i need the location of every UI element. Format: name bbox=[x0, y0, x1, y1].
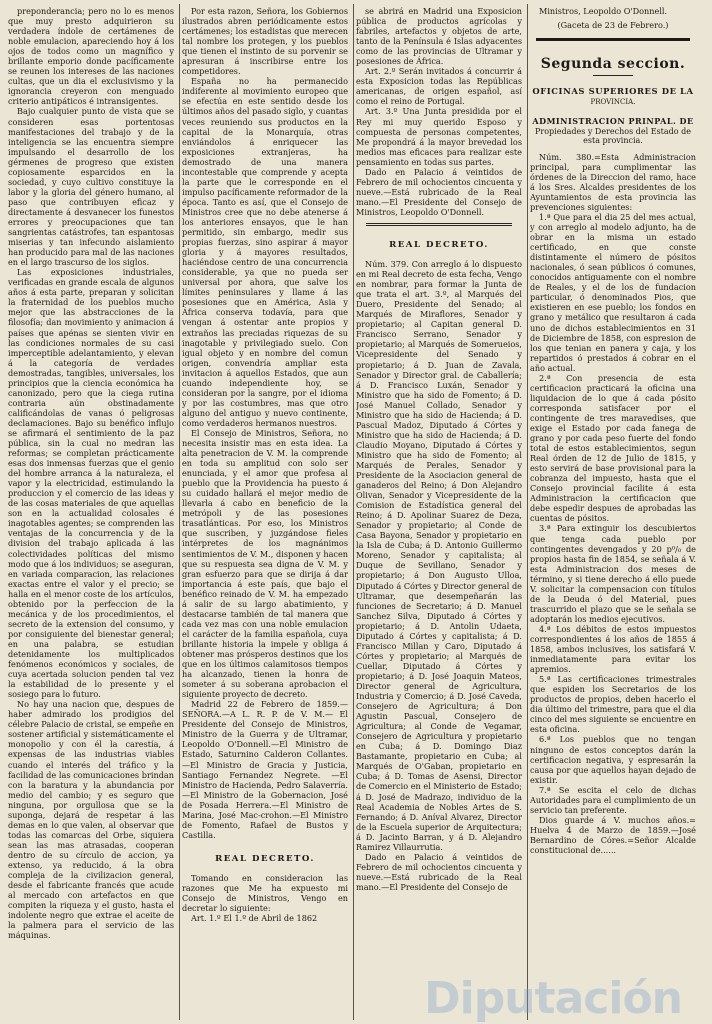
article: Art. 1.º El 1.º de Abril de 1862 bbox=[191, 913, 318, 924]
offices-heading: OFICINAS SUPERIORES DE LA bbox=[532, 86, 694, 97]
paragraph: Núm. 380.=Esta Administracion principal, para cumplimentar las órdenes de la Direccion del ramo, hace á los Sres. Alcaldes presidentes de los Ayuntamientos de esta provincia las prevenciones siguientes: bbox=[530, 151, 696, 212]
column-rule bbox=[179, 4, 180, 1020]
column-4 bbox=[530, 6, 696, 1020]
paragraph: Por esta razon, Señora, los Gobiernos ilustrados abren periódicamente estos certámenes; los estadistas que merecen tal nombre los protegen, y los pueblos que tienen el instinto de su porvenir se apresuran á inscribirse entre los competidores. bbox=[182, 6, 348, 77]
paragraph: Las exposiciones industriales, verificadas en grande escala de algunos años á esta parte, preparan y solicitan la fraternidad de los pueblos mucho mejor que las abstracciones de la filosofía; dan movimiento y animacion á países que apénas se sienten vivir en las condiciones normales de su casi imperceptible adelantamiento, y elevan á la categoría de verdades demostradas, tangibles, universales, los principios que la ciencia económica ha canonizado, pero que la ciega rutina contraria aún obstinadamente calificándolas de vanas ó peligrosas declamaciones. Bajo su benéfico influjo se afirmará el sentimiento de la paz pública, sin la cual no medran las reformas; se completan prácticamente esas dos inmensas fuerzas que el genio del hombre arranca á la naturaleza, el vapor y la electricidad, estimulando la produccion y el comercio de las ideas y de las cosas materiales de que aquellas son en la actualidad colosales é inagotables agentes; se comprenden las ventajas de la concurrencia y de la division del trabajo aplicada á las colectividades políticas del mismo modo que á los individuos; se aseguran, en variada comparacion, las relaciones exactas entre el valor y el precio; se halla en el menor coste de los artículos, obtenido por la perfeccion de la mecánica y de los procedimientos, el secreto de la extension del consumo, y por consiguiente del bienestar general; en una palabra, se estudian detenidamente los multiplicados fenómenos económicos y sociales, de cuya acertada solucion penden tal vez la estabilidad de lo presente y el sosiego para lo futuro. bbox=[8, 267, 174, 700]
divider bbox=[593, 75, 633, 76]
administration-heading bbox=[530, 117, 696, 146]
paragraph: 6.ª Los pueblos que no tengan ninguno de estos conceptos darán la certificacion negativa, y espresarán la causa por que aquellos hayan dejado de existir. bbox=[530, 734, 696, 785]
paragraph: Dado en Palacio á veintidos de Febrero de mil ochocientos cincuenta y nueve.—Está rubricado de la Real mano.—El Presidente del Consejo de bbox=[356, 851, 522, 892]
paragraph: 2.ª Con presencia de esta certificacion practicará la oficina una liquidacion de lo que á cada pósito corresponda satisfacer por el contingente de tres maravedises, que exige el Estado por cada fanega de grano y por cada peso fuerte del fondo total de estos establecimientos, segun Real órden de 12 de Julio de 1815, y esto servirá de base provisional para la cobranza del impuesto, hasta que el Consejo provincial facilite á esta Administracion la certificacion que debe espedir despues de aprobadas las cuentas de pósitos. bbox=[530, 372, 696, 524]
paragraph: Bajo cualquier punto de vista que se consideren esas portentosas manifestaciones del trabajo y de la inteligencia se las encuentra siempre impulsando el desarrollo de los gérmenes de progreso que existen copiosamente esparcidos en la sociedad, y cuyo cultivo constituye la labor y la gloria del género humano, al paso que contribuyen eficaz y directamente á desvanecer los funestos errores y preocupaciones que tan sangrientas catástrofes, tan espantosas miserias y tan infecundo aislamiento han producido para mal de las naciones en el largo trascurso de los siglos. bbox=[8, 106, 174, 268]
section-title: Segunda seccion. bbox=[540, 56, 686, 73]
administration-subtitle: Propiedades y Derechos del Estado de esta provincia. bbox=[535, 126, 691, 146]
watermark: Diputación bbox=[424, 973, 682, 1024]
column-3 bbox=[356, 6, 522, 1020]
column-rule bbox=[353, 4, 354, 1020]
offices-subheading: PROVINCIA. bbox=[590, 98, 636, 107]
paragraph: No hay una nacion que, despues de haber admirado los prodigios del célebre Palacio de cristal, se empeñe en sostener artificial y sistemáticamente el monopolio y con él la carestía, á expensas de las industrias viables cuando el interés del tráfico y la facilidad de las comunicaciones brindan con la baratura y la abundancia por medio del cambio; y es seguro que ninguna, por orgullosa que se la suponga, dejará de respetar á las demas en lo que valen, al observar que todas las comarcas del Orbe, siquiera sean las mas atrasadas, cooperan dentro de su círculo de accion, ya extenso, ya reducido, á la obra compleja de la civilizacion general, desde el fabricante francés que acude al mercado con artefactos en que compiten la riqueza y el gusto, hasta el indolente negro que extrae el aceite de la palmera para el servicio de las máquinas. bbox=[8, 699, 174, 941]
paragraph: 7.ª Se escita el celo de dichas Autoridades para el cumplimiento de un servicio tan preferente. bbox=[530, 784, 696, 815]
signatures: Dios guarde á V. muchos años.= Huelva 4 de Marzo de 1859.—José Bernardino de Córes.=Señor Alcalde constitucional de...... bbox=[530, 814, 696, 855]
signatures: Dado en Palacio á veintidos de Febrero de mil ochocientos cincuenta y nueve.—Está rubricado de la Real mano.—El Presidente del Consejo de Ministros, Leopoldo O'Donnell. bbox=[356, 166, 522, 217]
paragraph: El Consejo de Ministros, Señora, no necesita insistir mas en esta idea. La alta penetracion de V. M. la comprende en toda su amplitud con solo ser enunciada, y el amor que profesa al pueblo que la Providencia ha puesto á su cuidado hallará el mejor medio de llevarla á cabo en beneficio de la metrópoli y de las posesiones trasatlánticas. Por eso, los Ministros que suscriben, y juzgándose fieles intérpretes de los magnánimos sentimientos de V. M., disponen y hacen que su respuesta sea digna de V. M. y gran esfuerzo para que se dirija á dar importancia á este país, que bajo el benéfico reinado de V. M. ha empezado á salir de su largo abatimiento, y destacarse también de tal manera que cada vez mas con una noble emulacion el carácter de la familia española, cuya brillante historia la impele y obliga á obtener mas prósperos destinos que los que en los últimos calamitosos tiempos ha alcanzado, tienen la honra de someter á su soberana aprobacion el siguiente proyecto de decreto. bbox=[182, 427, 348, 700]
decree-heading: REAL DECRETO. bbox=[389, 239, 489, 250]
paragraph: se abrirá en Madrid una Exposicion pública de productos agrícolas y fabriles, artefactos y objetos de arte, tanto de la Península é Islas adyacentes como de las provincias de Ultramar y posesiones de África. bbox=[356, 6, 522, 67]
divider bbox=[366, 223, 512, 226]
gaceta-source: (Gaceta de 23 de Febrero.) bbox=[557, 20, 669, 31]
signatures: Madrid 22 de Febrero de 1859.— SEÑORA.—A L. R. P. de V. M.— El Presidente del Consejo de Ministros, Ministro de la Guerra y de Ultramar, Leopoldo O'Donnell.—El Ministro de Estado, Saturnino Calderon Collantes.—El Ministro de Gracia y Justicia, Santiago Fernandez Negrete. —El Ministro de Hacienda, Pedro Salaverría.—El Ministro de la Gobernacion, José de Posada Herrera.—El Ministro de Marina, José Mac-crohon.—El Ministro de Fomento, Rafael de Bustos y Castilla. bbox=[182, 699, 348, 840]
paragraph: 5.ª Las certificaciones trimestrales que espiden los Secretarios de los productos de propios, deben hacerlo el dia último del trimestre, para que el dia cinco del mes siguiente se encuentre en esta oficina. bbox=[530, 674, 696, 735]
paragraph: Ministros, Leopoldo O'Donnell. bbox=[539, 6, 668, 16]
decree-heading: REAL DECRETO. bbox=[215, 853, 315, 864]
paragraph: Tomando en consideracion las razones que Me ha expuesto mi Consejo de Ministros, Vengo en decretar lo siguiente: bbox=[182, 872, 348, 914]
column-rule bbox=[527, 4, 528, 1020]
paragraph: 1.ª Que para el dia 25 del mes actual, y con arreglo al modelo adjunto, ha de obrar en la misma un estado certificado, en que conste distintamente el número de pósitos nacionales, ó sean públicos ó comunes, conocidos antiguamente con el nombre de Reales, y el de los de fundacion particular, ó denominados Pios, que existieren en ese pueblo; los fondos en grano y metálico que resultaron á cada uno de dichos establecimientos en 31 de Diciembre de 1858, con espresion de los que tenian en panera y caja, y los repartidos ó prestados á cobrar en el año actual. bbox=[530, 212, 696, 373]
paragraph: 4.ª Los débitos de estos impuestos correspondientes á los años de 1855 á 1858, ambos inclusives, los satisfará V. inmediatamente para evitar los apremios. bbox=[530, 623, 696, 675]
column-2 bbox=[182, 6, 348, 1020]
paragraph: España no ha permanecido indiferente al movimiento europeo que se efectúa en este sentido desde los últimos años del pasado siglo, y cuantas veces reuniendo sus productos en la capital de la Monarquía, otras enviándolos á enriquecer las exposiciones extranjeras, ha demostrado de una manera incontestable que comprende y acepta la parte que le corresponde en el impulso pacíficamente reformador de la época. Tanto es así, que el Consejo de Ministros cree que no debe atenerse á los anteriores ensayos, que le han permitido, sin embargo, medir sus propias fuerzas, sino aspirar á mayor gloria y á mayores resultados, haciéndose centro de una concurrencia considerable, ya que no pueda ser universal por ahora, que salve los límites peninsulares y llame á las posesiones que en América, Asia y África conserva todavía, para que vengan á ostentar ante propios y extraños las preciadas riquezas de su inagotable y privilegiado suelo. Con igual objeto y en nombre del comun origen, convendría ampliar esta invitacion á aquellos Estados, que aun cuando independiente hoy, se consideran por la sangre, por el idioma y por las costumbres, mas que otro alguno del antiguo y nuevo continente, como verdaderos hermanos nuestros. bbox=[182, 76, 348, 428]
article: Art. 3.º Una Junta presidida por el Rey mi muy querido Esposo y compuesta de personas competentes, Me propondrá á la mayor brevedad los medios mas eficaces para realizar este pensamiento en todas sus partes. bbox=[356, 106, 522, 167]
paragraph: 3.ª Para extinguir los descubiertos que tenga cada pueblo por contingentes devengados y 20 p⁰/₀ de propios hasta fin de 1854, se señala á V. esta Administracion dos meses de término, y si tiene derecho á ello puede V. solicitar la compensacion con títulos de la Deuda ó del Material, pues trascurrido el plazo que se le señala se adoptarán los medios ejecutivos. bbox=[530, 523, 696, 624]
article: Art. 2.º Serán invitados á concurrir á esta Exposicion todas las Repúblicas americanas, de origen español, así como el reino de Portugal. bbox=[356, 66, 522, 107]
administration-title: ADMINISTRACION PRINPAL. DE bbox=[532, 116, 694, 127]
column-1 bbox=[8, 6, 174, 1020]
paragraph: preponderancia; pero no lo es menos que muy presto adquirieron su verdadera índole de certámenes de noble emulacion, apareciendo hoy á los ojos de todos como un magnífico y brillante emporio donde pacíficamente se reunen los intereses de las naciones cultas, que un dia el exclusivismo y la ignorancia creyeron con menguado criterio antipáticos é intransigentes. bbox=[8, 6, 174, 107]
paragraph: Núm. 379. Con arreglo á lo dispuesto en mi Real decreto de esta fecha, Vengo en nombrar, para formar la Junta de que trata el art. 3.º, al Marqués del Duero, Presidente del Senado; al Marqués de Miraflores, Senador y propietario; al Capitan general D. Francisco Serrano, Senador y propietario; al Marqués de Somerueios, Vicepresidente del Senado y propietario; á D. Juan de Zavala, Senador y Director gral. de Caballería; á D. Francisco Luxán, Senador y Ministro que ha sido de Fomento; á D. José Manuel Collado, Senador y Ministro que ha sido de Hacienda; á D. Pascual Madoz, Diputado á Córtes y Ministro que ha sido de Hacienda; á D. Claudio Moyano, Diputado á Córtes y Ministro que ha sido de Fomento; al Marqués de Perales, Senador y Presidente de la Asociacion general de ganaderos del Reino; á Don Alejandro Olivan, Senador y Vicepresidente de la Comision de Estadística general del Reino; á D. Apolinar Suarez de Deza, Senador y propietario; al Conde de Casa Bayona, Senador y propietario en la Isla de Cuba; á D. Antonio Guillermo Moreno, Senador y capitalista; al Duque de Sevillano, Senador y propietario; á Don Augusto Ulloa, Diputado á Córtes y Director general de Ultramar, que desempeñarán las funciones de Secretario; á D. Manuel Sanchez Silva, Diputado á Córtes y propietario; á D. Antolin Udaeta, Diputado á Córtes y capitalista; á D. Francisco Millan y Caro, Diputado á Córtes y propietario; al Marqués de Cuellar, Diputado á Córtes y propietario; á D. José Joaquin Mateos, Director general de Agricultura, Industria y Comercio; á D. José Caveda, Consejero de Agricultura; á Don Agustin Pascual, Consejero de Agricultura; al Conde de Vegamar, Consejero de Agricultura y propietario en Cuba; á D. Domingo Diaz Bastamante, propietario en Cuba; al Marqués de O'Gaban, propietario en Cuba; á D. Tomas de Asensi, Director de Comercio en el Ministerio de Estado; á D. José de Madrazo, individuo de la Real Academia de Nobles Artes de S. Fernando; á D. Aníval Alvarez, Director de la Escuela superior de Arquitectura; á D. Jacinto Barran, y á D. Alejandro Ramirez Villaurrutia. bbox=[356, 259, 522, 852]
divider bbox=[536, 38, 690, 41]
